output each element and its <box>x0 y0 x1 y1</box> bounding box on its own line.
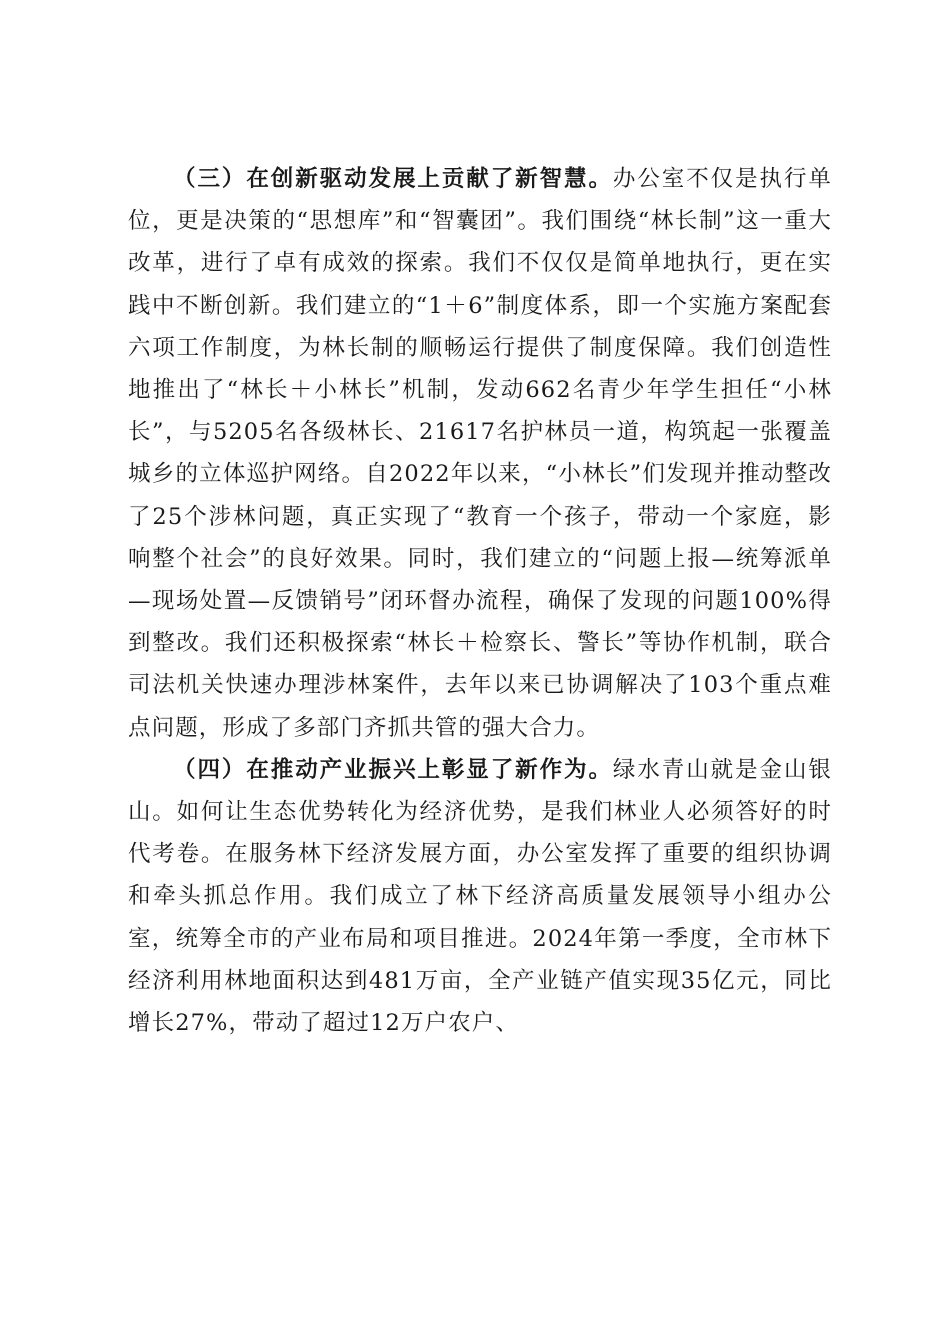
paragraph-section-3 <box>128 158 832 749</box>
section-4-heading: （四）在推动产业振兴上彰显了新作为。 <box>173 756 613 783</box>
paragraph-section-4 <box>128 749 832 1044</box>
section-3-text: 办公室不仅是执行单位，更是决策的“思想库”和“智囊团”。我们围绕“林长制”这一重大改革，进行了卓有成效的探索。我们不仅仅是简单地执行，更在实践中不断创新。我们建立的“1＋6”制度体系，即一个实施方案配套六项工作制度，为林长制的顺畅运行提供了制度保障。我们创造性地推出了“林长＋小林长”机制，发动662名青少年学生担任“小林长”，与5205名各级林长、21617名护林员一道，构筑起一张覆盖城乡的立体巡护网络。自2022年以来，“小林长”们发现并推动整改了25个涉林问题，真正实现了“教育一个孩子，带动一个家庭，影响整个社会”的良好效果。同时，我们建立的“问题上报—统筹派单—现场处置—反馈销号”闭环督办流程，确保了发现的问题100%得到整改。我们还积极探索“林长＋检察长、警长”等协作机制，联合司法机关快速办理涉林案件，去年以来已协调解决了103个重点难点问题，形成了多部门齐抓共管的强大合力。 <box>128 166 832 741</box>
section-3-heading: （三）在创新驱动发展上贡献了新智慧。 <box>173 166 613 192</box>
document-body <box>128 158 832 1044</box>
section-4-text: 绿水青山就是金山银山。如何让生态优势转化为经济优势，是我们林业人必须答好的时代考卷。在服务林下经济发展方面，办公室发挥了重要的组织协调和牵头抓总作用。我们成立了林下经济高质量发展领导小组办公室，统筹全市的产业布局和项目推进。2024年第一季度，全市林下经济利用林地面积达到481万亩，全产业链产值实现35亿元，同比增长27%，带动了超过12万户农户、 <box>128 756 832 1037</box>
